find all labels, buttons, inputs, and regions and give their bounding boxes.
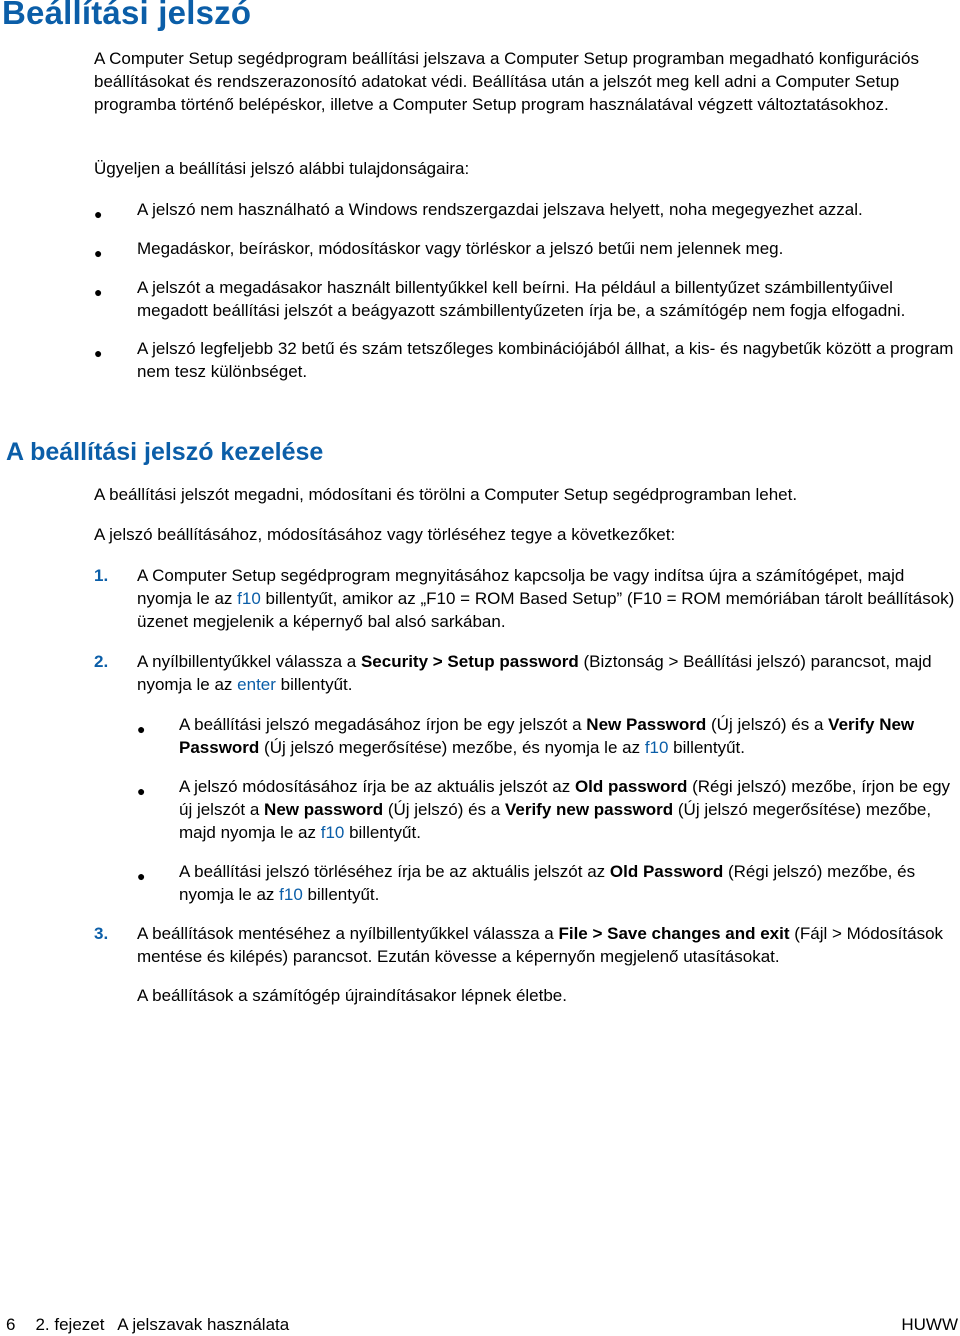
field-name: Old Password [609,862,724,881]
bullet-icon: ● [94,245,103,261]
bullet-icon: ● [137,868,146,884]
steps-lead: A jelszó beállításához, módosításához vagy törléséhez tegye a következőket: [94,525,676,544]
list-item: ● A jelszó nem használható a Windows rendszergazdai jelszava helyett, noha megegyezhet azzal. [94,198,960,221]
bullet-icon: ● [94,345,103,361]
key-name: f10 [237,589,261,608]
steps-list [94,564,960,1007]
properties-list [94,198,960,383]
list-item: ● Megadáskor, beíráskor, módosításkor vagy törléskor a jelszó betűi nem jelennek meg. [94,237,960,260]
step-number: 1. [94,566,109,585]
field-name: Verify New Password [179,715,915,757]
chapter-number: 2. fejezet [35,1315,105,1334]
menu-path: File > Save changes and exit [558,924,790,943]
list-item: ● A jelszót a megadásakor használt billentyűkkel kell beírni. Ha például a billentyűzet számbillentyűivel megadott beállítási jelszót a beágyazott számbillentyűzeten írja be, a számítógép nem fogja elfogadni. [94,278,906,320]
key-name: f10 [279,885,303,904]
key-name: f10 [320,823,345,842]
step-item: 1. A Computer Setup segédprogram megnyitásához kapcsolja be vagy indítsa újra a számítógépet, majd nyomja le az f10 billentyűt, amikor az „F10 = ROM Based Setup” (F10 = ROM memóriában tárolt beállítások) üzenet megjelenik a képernyő bal alsó sarkában. [94,566,955,631]
key-name: enter [237,675,276,694]
intro-paragraph: A Computer Setup segédprogram beállítási jelszava a Computer Setup programban megadható konfigurációs beállításokat és rendszerazonosító adatokat védi. Beállítása után a jelszót meg kell adni a Computer Setup programba történő belépéskor, illetve a Computer Setup program használatával végzett változtatásokhoz. [94,49,919,114]
bullet-icon: ● [137,783,146,799]
sub-list-item: ● A beállítási jelszó megadásához írjon be egy jelszót a New Password (Új jelszó) és a Verify New Password (Új jelszó megerősítése) mezőbe, és nyomja le az f10 billentyűt. [137,715,915,757]
page-footer [6,1313,289,1336]
field-name: New Password [586,715,707,734]
menu-path: Security > Setup password [360,652,579,671]
key-name: f10 [644,738,669,757]
step-item: 2. A nyílbillentyűkkel válassza a Security > Setup password (Biztonság > Beállítási jelszó) parancsot, majd nyomja le az enter billentyűt. ● A beállítási jelszó megadásához írjon be egy jelszót a New Password (Új jelszó) és a Verify New Password (Új jelszó megerősítése) mezőbe, és nyomja le az f10 billentyűt. ● A jelszó módosításához írja be az aktuális jelszót az Old password (Régi jelszó) mezőbe, írjon be egy új jelszót a New password (Új jelszó) és a Verify new password (Új jelszó megerősítése) mezőbe, majd nyomja le az f10 billentyűt. ● A beállítási jelszó törléséhez írja be az aktuális jelszót az Old Password (Régi jelszó) mezőbe, és nyomja le az f10 billentyűt. [94,650,960,906]
sub-list-item: ● A beállítási jelszó törléséhez írja be az aktuális jelszót az Old Password (Régi jelszó) mezőbe, és nyomja le az f10 billentyűt. [137,862,916,904]
section-title: A beállítási jelszó kezelése [6,438,324,466]
chapter-title: A jelszavak használata [117,1315,290,1334]
page-number: 6 [6,1315,16,1334]
properties-lead: Ügyeljen a beállítási jelszó alábbi tulajdonságaira: [94,159,470,178]
section-paragraph: A beállítási jelszót megadni, módosítani és törölni a Computer Setup segédprogramban lehet. [94,485,798,504]
footer-brand: HUWW [901,1315,958,1334]
page-title: Beállítási jelszó [2,0,252,31]
step-item: 3. A beállítások mentéséhez a nyílbillentyűkkel válassza a File > Save changes and exit (Fájl > Módosítások mentése és kilépés) parancsot. Ezután kövesse a képernyőn megjelenő utasításokat. A beállítások a számítógép újraindításakor lépnek életbe. [94,922,960,1007]
sub-list-item: ● A jelszó módosításához írja be az aktuális jelszót az Old password (Régi jelszó) mezőbe, írjon be egy új jelszót a New password (Új jelszó) és a Verify new password (Új jelszó megerősítése) mezőbe, majd nyomja le az f10 billentyűt. [137,777,951,842]
sub-list [137,713,960,906]
list-item: ● A jelszó legfeljebb 32 betű és szám tetszőleges kombinációjából állhat, a kis- és nagybetűk között a program nem tesz különbséget. [94,339,954,381]
field-name: New password [264,800,384,819]
bullet-icon: ● [94,284,103,300]
bullet-icon: ● [137,721,146,737]
field-name: Verify new password [504,800,674,819]
field-name: Old password [574,777,688,796]
bullet-icon: ● [94,206,103,222]
step-number: 2. [94,652,109,671]
step-note: A beállítások a számítógép újraindításakor lépnek életbe. [137,986,567,1005]
step-number: 3. [94,924,109,943]
